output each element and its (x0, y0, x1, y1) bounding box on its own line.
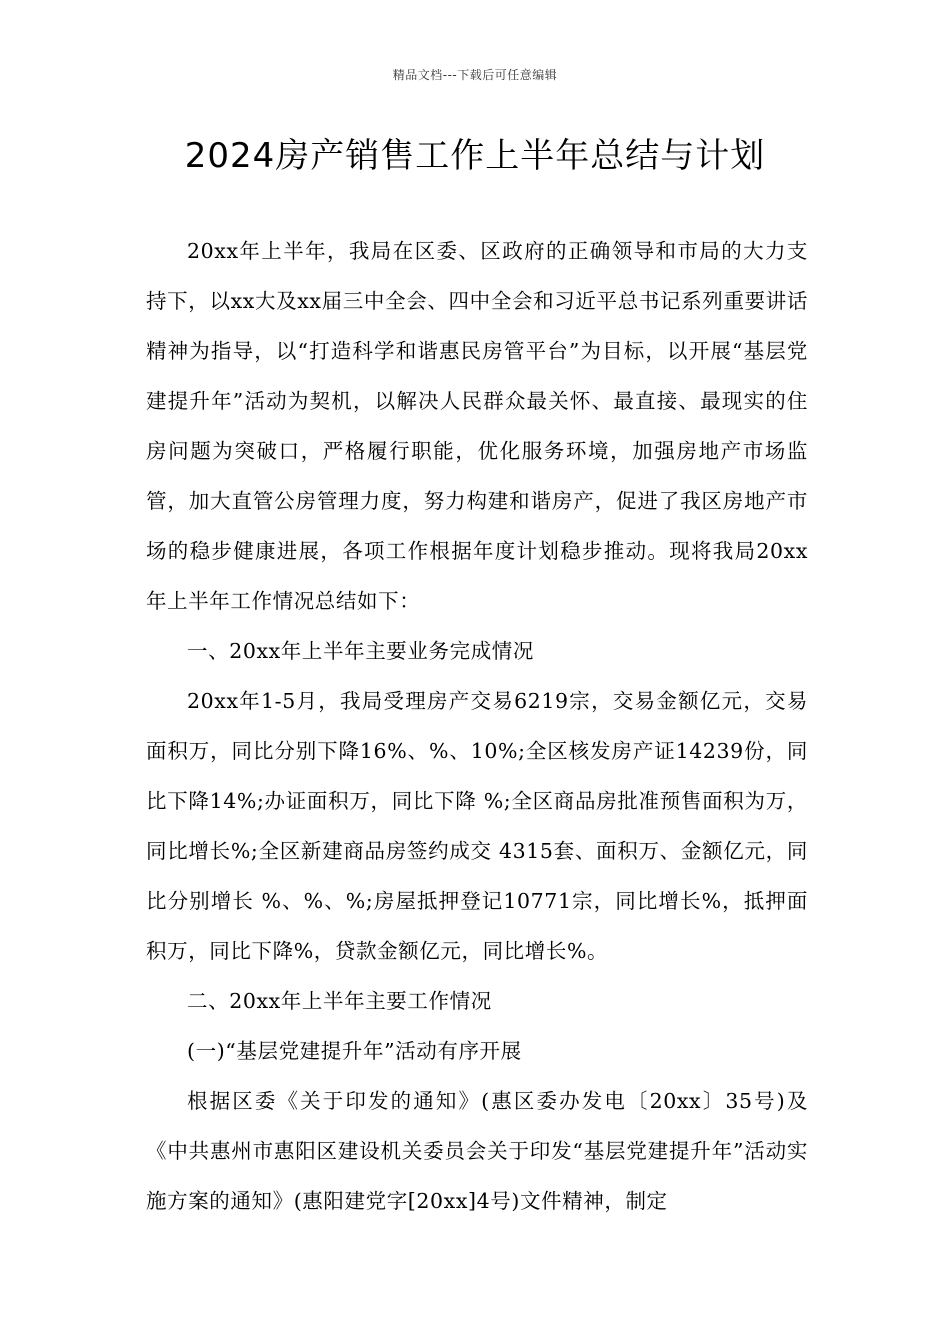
document-title: 2024房产销售工作上半年总结与计划 (184, 136, 766, 176)
paragraph-intro: 20xx年上半年，我局在区委、区政府的正确领导和市局的大力支持下，以xx大及xx届三中全会、四中全会和习近平总书记系列重要讲话精神为指导，以“打造科学和谐惠民房管平台”为目标，以开展“基层党建提升年”活动为契机，以解决人民群众最关怀、最直接、最现实的住房问题为突破口，严格履行职能，优化服务环境，加强房地产市场监管，加大直管公房管理力度，努力构建和谐房产，促进了我区房地产市场的稳步健康进展，各项工作根据年度计划稳步推动。现将我局20xx年上半年工作情况总结如下： (146, 239, 808, 613)
subsection-heading-1: (一)“基层党建提升年”活动有序开展 (187, 1039, 522, 1063)
document-body (146, 226, 808, 1226)
paragraph-party-building: 根据区委《关于印发的通知》(惠区委办发电〔20xx〕35号)及《中共惠州市惠阳区建设机关委员会关于印发“基层党建提升年”活动实施方案的通知》(惠阳建党字[20xx]4号)文件精神，制定 (146, 1089, 808, 1213)
paragraph-business-stats: 20xx年1-5月，我局受理房产交易6219宗，交易金额亿元，交易面积万，同比分别下降16%、%、10%;全区核发房产证14239份，同比下降14%;办证面积万，同比下降 %;全区商品房批准预售面积为万，同比增长%;全区新建商品房签约成交 4315套、面积万、金额亿元，同比分别增长 %、%、%;房屋抵押登记10771宗，同比增长%，抵押面积万，同比下降%，贷款金额亿元，同比增长%。 (146, 689, 808, 963)
section-heading-2: 二、20xx年上半年主要工作情况 (187, 989, 492, 1013)
header-note: 精品文档---下载后可任意编辑 (392, 68, 558, 82)
section-heading-1: 一、20xx年上半年主要业务完成情况 (187, 639, 535, 663)
